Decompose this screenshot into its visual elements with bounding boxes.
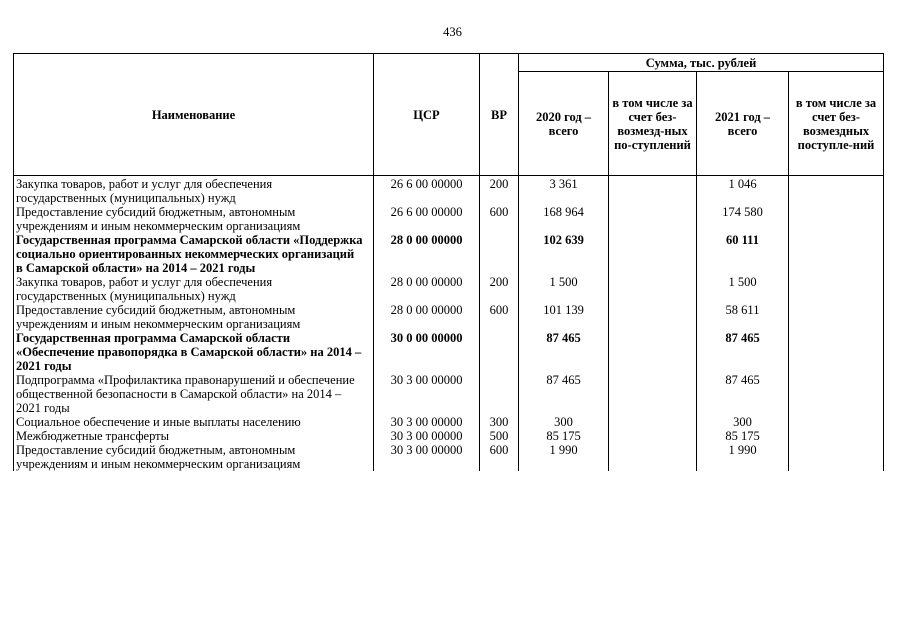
row-vr — [480, 233, 519, 275]
header-2021-total: 2021 год – всего — [697, 72, 789, 176]
row-vr: 200 — [480, 275, 519, 303]
table-row — [14, 233, 884, 275]
row-2021-total: 1 046 — [697, 176, 789, 206]
header-csr: ЦСР — [374, 54, 480, 176]
row-2021-grants — [789, 415, 884, 429]
row-2021-total: 300 — [697, 415, 789, 429]
table-row — [14, 443, 884, 471]
row-2020-grants — [609, 429, 697, 443]
row-vr: 500 — [480, 429, 519, 443]
row-csr: 30 3 00 00000 — [374, 373, 480, 415]
row-2020-total: 300 — [519, 415, 609, 429]
row-name: Предоставление субсидий бюджетным, автономным учреждениям и иным некоммерческим организациям — [14, 443, 374, 471]
row-csr: 30 0 00 00000 — [374, 331, 480, 373]
row-2021-grants — [789, 331, 884, 373]
budget-table — [13, 53, 884, 471]
table-row — [14, 275, 884, 303]
header-2020-grants: в том числе за счет без-возмезд-ных по-ступлений — [609, 72, 697, 176]
table-row — [14, 331, 884, 373]
row-2021-grants — [789, 303, 884, 331]
row-vr: 300 — [480, 415, 519, 429]
row-2021-grants — [789, 429, 884, 443]
header-vr: ВР — [480, 54, 519, 176]
header-sum-group: Сумма, тыс. рублей — [519, 54, 884, 72]
row-2021-grants — [789, 205, 884, 233]
row-2021-total: 87 465 — [697, 331, 789, 373]
row-csr: 30 3 00 00000 — [374, 429, 480, 443]
row-2020-total: 87 465 — [519, 331, 609, 373]
row-2021-grants — [789, 176, 884, 206]
row-2021-total: 58 611 — [697, 303, 789, 331]
header-name: Наименование — [14, 54, 374, 176]
row-name: Предоставление субсидий бюджетным, автономным учреждениям и иным некоммерческим организациям — [14, 303, 374, 331]
row-2020-total: 3 361 — [519, 176, 609, 206]
row-name: Предоставление субсидий бюджетным, автономным учреждениям и иным некоммерческим организациям — [14, 205, 374, 233]
page-number: 436 — [443, 25, 462, 39]
row-name: Государственная программа Самарской области «Обеспечение правопорядка в Самарской области» на 2014 – 2021 годы — [14, 331, 374, 373]
row-2020-total: 101 139 — [519, 303, 609, 331]
table-row — [14, 303, 884, 331]
header-2021-grants: в том числе за счет без-возмездных поступле-ний — [789, 72, 884, 176]
row-2021-total: 60 111 — [697, 233, 789, 275]
row-2020-grants — [609, 176, 697, 206]
row-2020-total: 102 639 — [519, 233, 609, 275]
row-2020-grants — [609, 275, 697, 303]
row-name: Закупка товаров, работ и услуг для обеспечения государственных (муниципальных) нужд — [14, 275, 374, 303]
table-row — [14, 415, 884, 429]
row-2021-total: 174 580 — [697, 205, 789, 233]
row-name: Межбюджетные трансферты — [14, 429, 374, 443]
row-vr — [480, 373, 519, 415]
table-body — [14, 176, 884, 472]
row-csr: 28 0 00 00000 — [374, 275, 480, 303]
row-2020-grants — [609, 443, 697, 471]
row-2020-grants — [609, 373, 697, 415]
table-row — [14, 205, 884, 233]
row-2020-grants — [609, 303, 697, 331]
row-csr: 28 0 00 00000 — [374, 233, 480, 275]
row-vr: 200 — [480, 176, 519, 206]
row-vr: 600 — [480, 205, 519, 233]
table-row — [14, 429, 884, 443]
row-2020-total: 168 964 — [519, 205, 609, 233]
row-2020-grants — [609, 233, 697, 275]
row-name: Подпрограмма «Профилактика правонарушений и обеспечение общественной безопасности в Самарской области» на 2014 – 2021 годы — [14, 373, 374, 415]
row-2021-total: 87 465 — [697, 373, 789, 415]
row-name: Социальное обеспечение и иные выплаты населению — [14, 415, 374, 429]
row-2020-total: 87 465 — [519, 373, 609, 415]
row-csr: 26 6 00 00000 — [374, 176, 480, 206]
row-csr: 30 3 00 00000 — [374, 443, 480, 471]
header-2020-total: 2020 год – всего — [519, 72, 609, 176]
row-name: Государственная программа Самарской области «Поддержка социально ориентированных некоммерческих организаций в Самарской области» на 2014 – 2021 годы — [14, 233, 374, 275]
row-2020-grants — [609, 331, 697, 373]
table-row — [14, 176, 884, 206]
row-vr: 600 — [480, 303, 519, 331]
row-2021-grants — [789, 373, 884, 415]
row-2021-total: 85 175 — [697, 429, 789, 443]
row-2021-grants — [789, 233, 884, 275]
row-2020-grants — [609, 415, 697, 429]
row-csr: 28 0 00 00000 — [374, 303, 480, 331]
row-2020-grants — [609, 205, 697, 233]
row-2021-grants — [789, 443, 884, 471]
row-2021-total: 1 990 — [697, 443, 789, 471]
row-2020-total: 85 175 — [519, 429, 609, 443]
row-2020-total: 1 990 — [519, 443, 609, 471]
row-csr: 26 6 00 00000 — [374, 205, 480, 233]
row-2021-grants — [789, 275, 884, 303]
row-2021-total: 1 500 — [697, 275, 789, 303]
row-vr: 600 — [480, 443, 519, 471]
row-vr — [480, 331, 519, 373]
row-csr: 30 3 00 00000 — [374, 415, 480, 429]
row-name: Закупка товаров, работ и услуг для обеспечения государственных (муниципальных) нужд — [14, 176, 374, 206]
row-2020-total: 1 500 — [519, 275, 609, 303]
table-row — [14, 373, 884, 415]
